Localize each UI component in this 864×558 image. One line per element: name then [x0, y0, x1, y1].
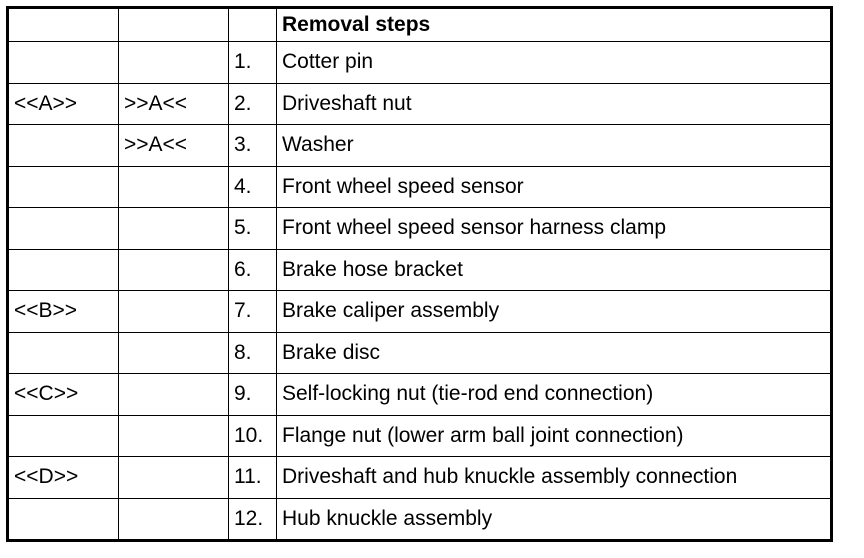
- step-name: Flange nut (lower arm ball joint connection): [277, 415, 832, 457]
- step-name: Brake disc: [277, 332, 832, 374]
- removal-steps-table: [6, 6, 833, 542]
- table-row: [8, 457, 832, 499]
- install-note: [8, 166, 119, 208]
- install-note: <<D>>: [8, 457, 119, 499]
- table-row: [8, 332, 832, 374]
- step-number: 9.: [229, 374, 277, 416]
- install-note: [8, 332, 119, 374]
- step-number: 12.: [229, 498, 277, 541]
- step-number: 11.: [229, 457, 277, 499]
- step-number: 2.: [229, 83, 277, 125]
- install-note: [8, 415, 119, 457]
- table-row: [8, 498, 832, 541]
- step-number: 4.: [229, 166, 277, 208]
- install-note: [8, 208, 119, 250]
- removal-note: [119, 249, 229, 291]
- step-number: 8.: [229, 332, 277, 374]
- removal-note: [119, 166, 229, 208]
- step-number: 10.: [229, 415, 277, 457]
- step-name: Front wheel speed sensor: [277, 166, 832, 208]
- step-name: Cotter pin: [277, 42, 832, 84]
- table-row: [8, 415, 832, 457]
- removal-note: [119, 498, 229, 541]
- removal-note: [119, 415, 229, 457]
- step-number: 6.: [229, 249, 277, 291]
- step-name: Front wheel speed sensor harness clamp: [277, 208, 832, 250]
- removal-note: [119, 291, 229, 333]
- removal-note: [119, 457, 229, 499]
- removal-note: >>A<<: [119, 125, 229, 167]
- step-name: Brake hose bracket: [277, 249, 832, 291]
- step-name: Driveshaft nut: [277, 83, 832, 125]
- step-number: 5.: [229, 208, 277, 250]
- step-number: 1.: [229, 42, 277, 84]
- table-row: [8, 42, 832, 84]
- header-row: [8, 8, 832, 42]
- table-row: [8, 249, 832, 291]
- removal-note: [119, 332, 229, 374]
- table-row: [8, 291, 832, 333]
- install-note: <<B>>: [8, 291, 119, 333]
- install-note: [8, 42, 119, 84]
- step-name: Brake caliper assembly: [277, 291, 832, 333]
- install-note: [8, 125, 119, 167]
- removal-note: >>A<<: [119, 83, 229, 125]
- table-row: [8, 374, 832, 416]
- step-name: Self-locking nut (tie-rod end connection): [277, 374, 832, 416]
- install-note: [8, 249, 119, 291]
- step-name: Washer: [277, 125, 832, 167]
- table-body: [8, 8, 832, 541]
- step-name: Driveshaft and hub knuckle assembly connection: [277, 457, 832, 499]
- table-row: [8, 125, 832, 167]
- removal-note: [119, 374, 229, 416]
- table-row: [8, 83, 832, 125]
- header-removal-steps: Removal steps: [277, 8, 832, 42]
- removal-note: [119, 208, 229, 250]
- step-number: 3.: [229, 125, 277, 167]
- step-name: Hub knuckle assembly: [277, 498, 832, 541]
- header-cell-removal: [119, 8, 229, 42]
- step-number: 7.: [229, 291, 277, 333]
- install-note: [8, 498, 119, 541]
- table-row: [8, 208, 832, 250]
- header-cell-number: [229, 8, 277, 42]
- removal-note: [119, 42, 229, 84]
- install-note: <<C>>: [8, 374, 119, 416]
- header-cell-installation: [8, 8, 119, 42]
- install-note: <<A>>: [8, 83, 119, 125]
- table-row: [8, 166, 832, 208]
